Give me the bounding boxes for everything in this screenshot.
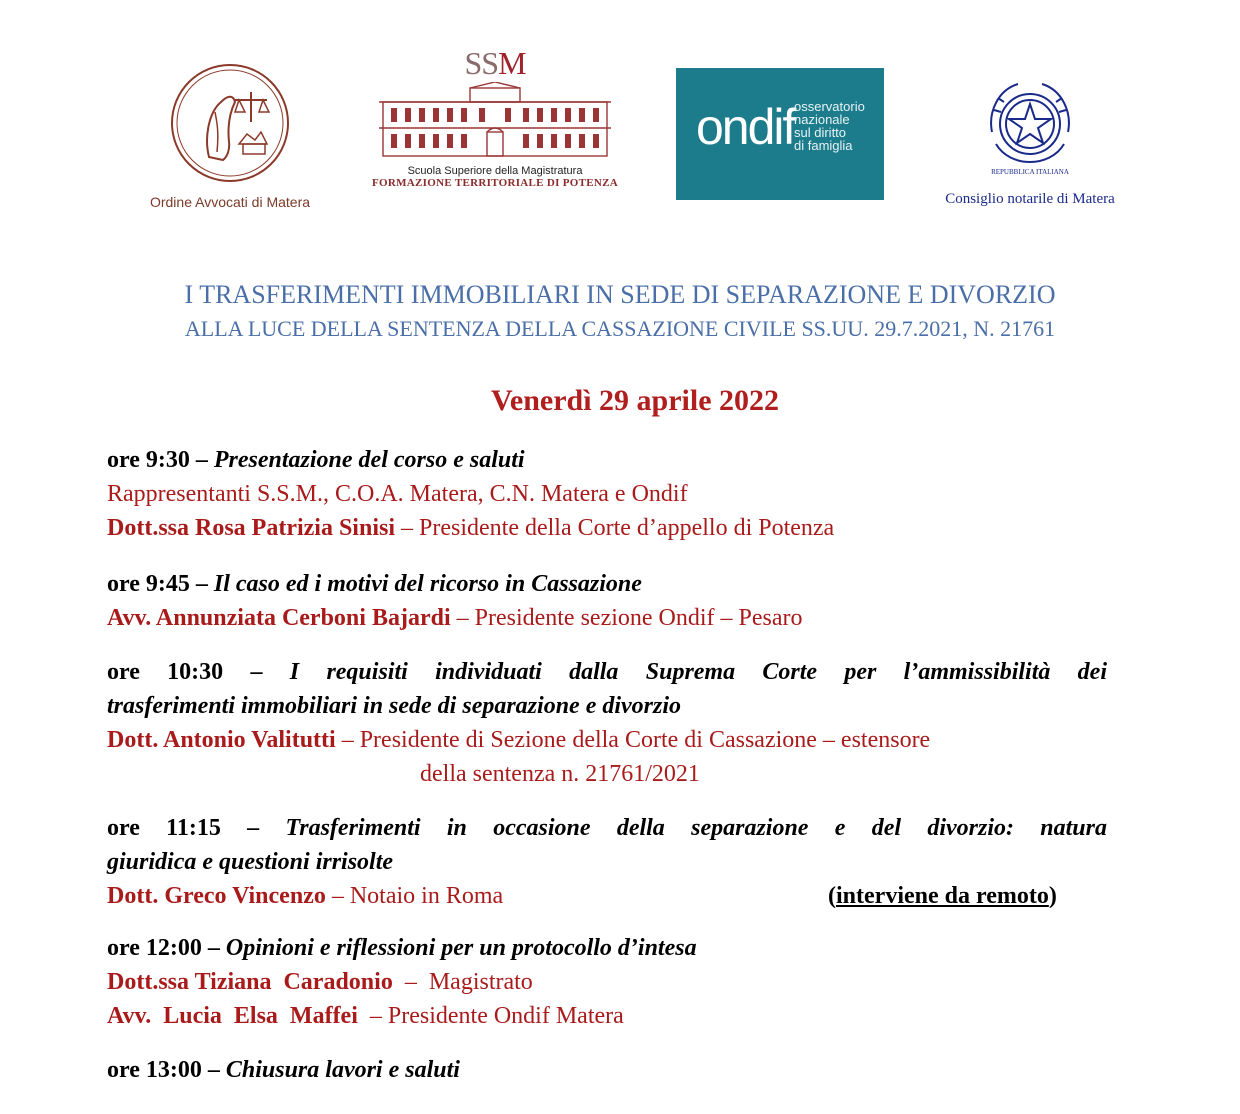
- justice-seal-icon: [169, 62, 291, 184]
- ssm-label-territorial: FORMAZIONE TERRITORIALE DI POTENZA: [371, 177, 619, 189]
- ondif-subtitle-line: osservatorio: [794, 99, 865, 114]
- ssm-wordmark: [360, 45, 630, 82]
- ondif-subtitle-line: sul diritto: [794, 125, 847, 140]
- session-topic: Il caso ed i motivi del ricorso in Cassazione: [213, 571, 642, 597]
- ssm-wordmark-m: M: [498, 45, 526, 81]
- notai-label: Consiglio notarile di Matera: [945, 191, 1115, 207]
- speaker-name: Avv. Annunziata Cerboni Bajardi: [107, 605, 451, 631]
- speaker-name: Avv. Lucia Elsa Maffei: [107, 1003, 358, 1029]
- session-1030: [107, 655, 1107, 791]
- speaker-line: [107, 601, 1107, 635]
- session-1300: [107, 1053, 1107, 1087]
- speaker-role: – Presidente Ondif Matera: [369, 1003, 624, 1029]
- session-945: [107, 567, 1107, 635]
- session-topic: Chiusura lavori e saluti: [225, 1057, 460, 1083]
- speaker-line: [107, 879, 1107, 913]
- coa-label: Ordine Avvocati di Matera: [149, 194, 311, 210]
- event-date: Venerdì 29 aprile 2022: [490, 384, 780, 417]
- session-topic-line1: Trasferimenti in occasione della separazione e del divorzio: natura: [285, 815, 1107, 841]
- event-title: I TRASFERIMENTI IMMOBILIARI IN SEDE DI SEPARAZIONE E DIVORZIO: [184, 280, 1056, 309]
- ssm-logo: [360, 45, 630, 189]
- palace-icon: [375, 82, 615, 158]
- speaker-role: – Presidente della Corte d’appello di Potenza: [401, 515, 835, 541]
- ondif-subtitle-line: di famiglia: [794, 138, 853, 153]
- session-time: ore 9:45 –: [107, 571, 208, 597]
- notai-logo: [910, 72, 1150, 208]
- session-topic: Opinioni e riflessioni per un protocollo d’intesa: [225, 935, 697, 961]
- remote-label: interviene da remoto: [836, 883, 1049, 909]
- ondif-logo: [676, 68, 884, 200]
- speaker-role-continued: della sentenza n. 21761/2021: [420, 761, 700, 787]
- session-topic: Presentazione del corso e saluti: [213, 447, 525, 473]
- session-heading: [107, 655, 1107, 689]
- session-heading: [107, 811, 1107, 845]
- speaker-role: – Notaio in Roma: [331, 883, 504, 909]
- session-heading: [107, 931, 1107, 965]
- session-time: ore 12:00 –: [107, 935, 220, 961]
- speaker-name: Dott. Antonio Valitutti: [107, 727, 336, 753]
- speaker-name: Dott.ssa Tiziana Caradonio: [107, 969, 393, 995]
- speaker-name: Dott.ssa Rosa Patrizia Sinisi: [107, 515, 395, 541]
- speaker-line: [107, 999, 1107, 1033]
- session-1200: [107, 931, 1107, 1033]
- speaker-line: [107, 723, 1107, 757]
- speaker-line: [107, 965, 1107, 999]
- speaker-line: [107, 511, 1107, 545]
- session-heading: [107, 567, 1107, 601]
- session-topic-line2: giuridica e questioni irrisolte: [107, 849, 394, 875]
- remote-note: [828, 879, 1057, 913]
- remote-paren-open: (: [828, 883, 836, 909]
- session-930: [107, 443, 1107, 545]
- session-time: ore 10:30 –: [107, 659, 263, 685]
- event-subtitle: ALLA LUCE DELLA SENTENZA DELLA CASSAZIONE CIVILE SS.UU. 29.7.2021, N. 21761: [184, 316, 1056, 341]
- session-heading: [107, 443, 1107, 477]
- speaker-role: – Magistrato: [404, 969, 533, 995]
- speaker-role: – Presidente sezione Ondif – Pesaro: [456, 605, 803, 631]
- speaker-name: Dott. Greco Vincenzo: [107, 883, 326, 909]
- ondif-subtitle-line: nazionale: [794, 112, 850, 127]
- representatives-line: Rappresentanti S.S.M., C.O.A. Matera, C.N. Matera e Ondif: [107, 481, 688, 507]
- session-time: ore 11:15 –: [107, 815, 260, 841]
- session-topic-line2: trasferimenti immobiliari in sede di separazione e divorzio: [107, 693, 682, 719]
- session-topic-line1: I requisiti individuati dalla Suprema Corte per l’ammissibilità dei: [289, 659, 1107, 685]
- ssm-wordmark-s: SS: [464, 45, 499, 81]
- session-1115: [107, 811, 1107, 913]
- italian-emblem-icon: [974, 72, 1086, 180]
- session-time: ore 13:00 –: [107, 1057, 220, 1083]
- ondif-wordmark: ondif: [696, 99, 795, 155]
- ondif-subtitle: [794, 100, 865, 152]
- emblem-ribbon-text: REPUBBLICA ITALIANA: [991, 168, 1069, 176]
- session-time: ore 9:30 –: [107, 447, 208, 473]
- session-heading: [107, 1053, 1107, 1087]
- logo-header: [0, 0, 1240, 230]
- ssm-label-school: Scuola Superiore della Magistratura: [407, 165, 583, 177]
- speaker-role: – Presidente di Sezione della Corte di Cassazione – estensore: [341, 727, 931, 753]
- remote-paren-close: ): [1048, 883, 1057, 909]
- coa-logo: [140, 62, 320, 210]
